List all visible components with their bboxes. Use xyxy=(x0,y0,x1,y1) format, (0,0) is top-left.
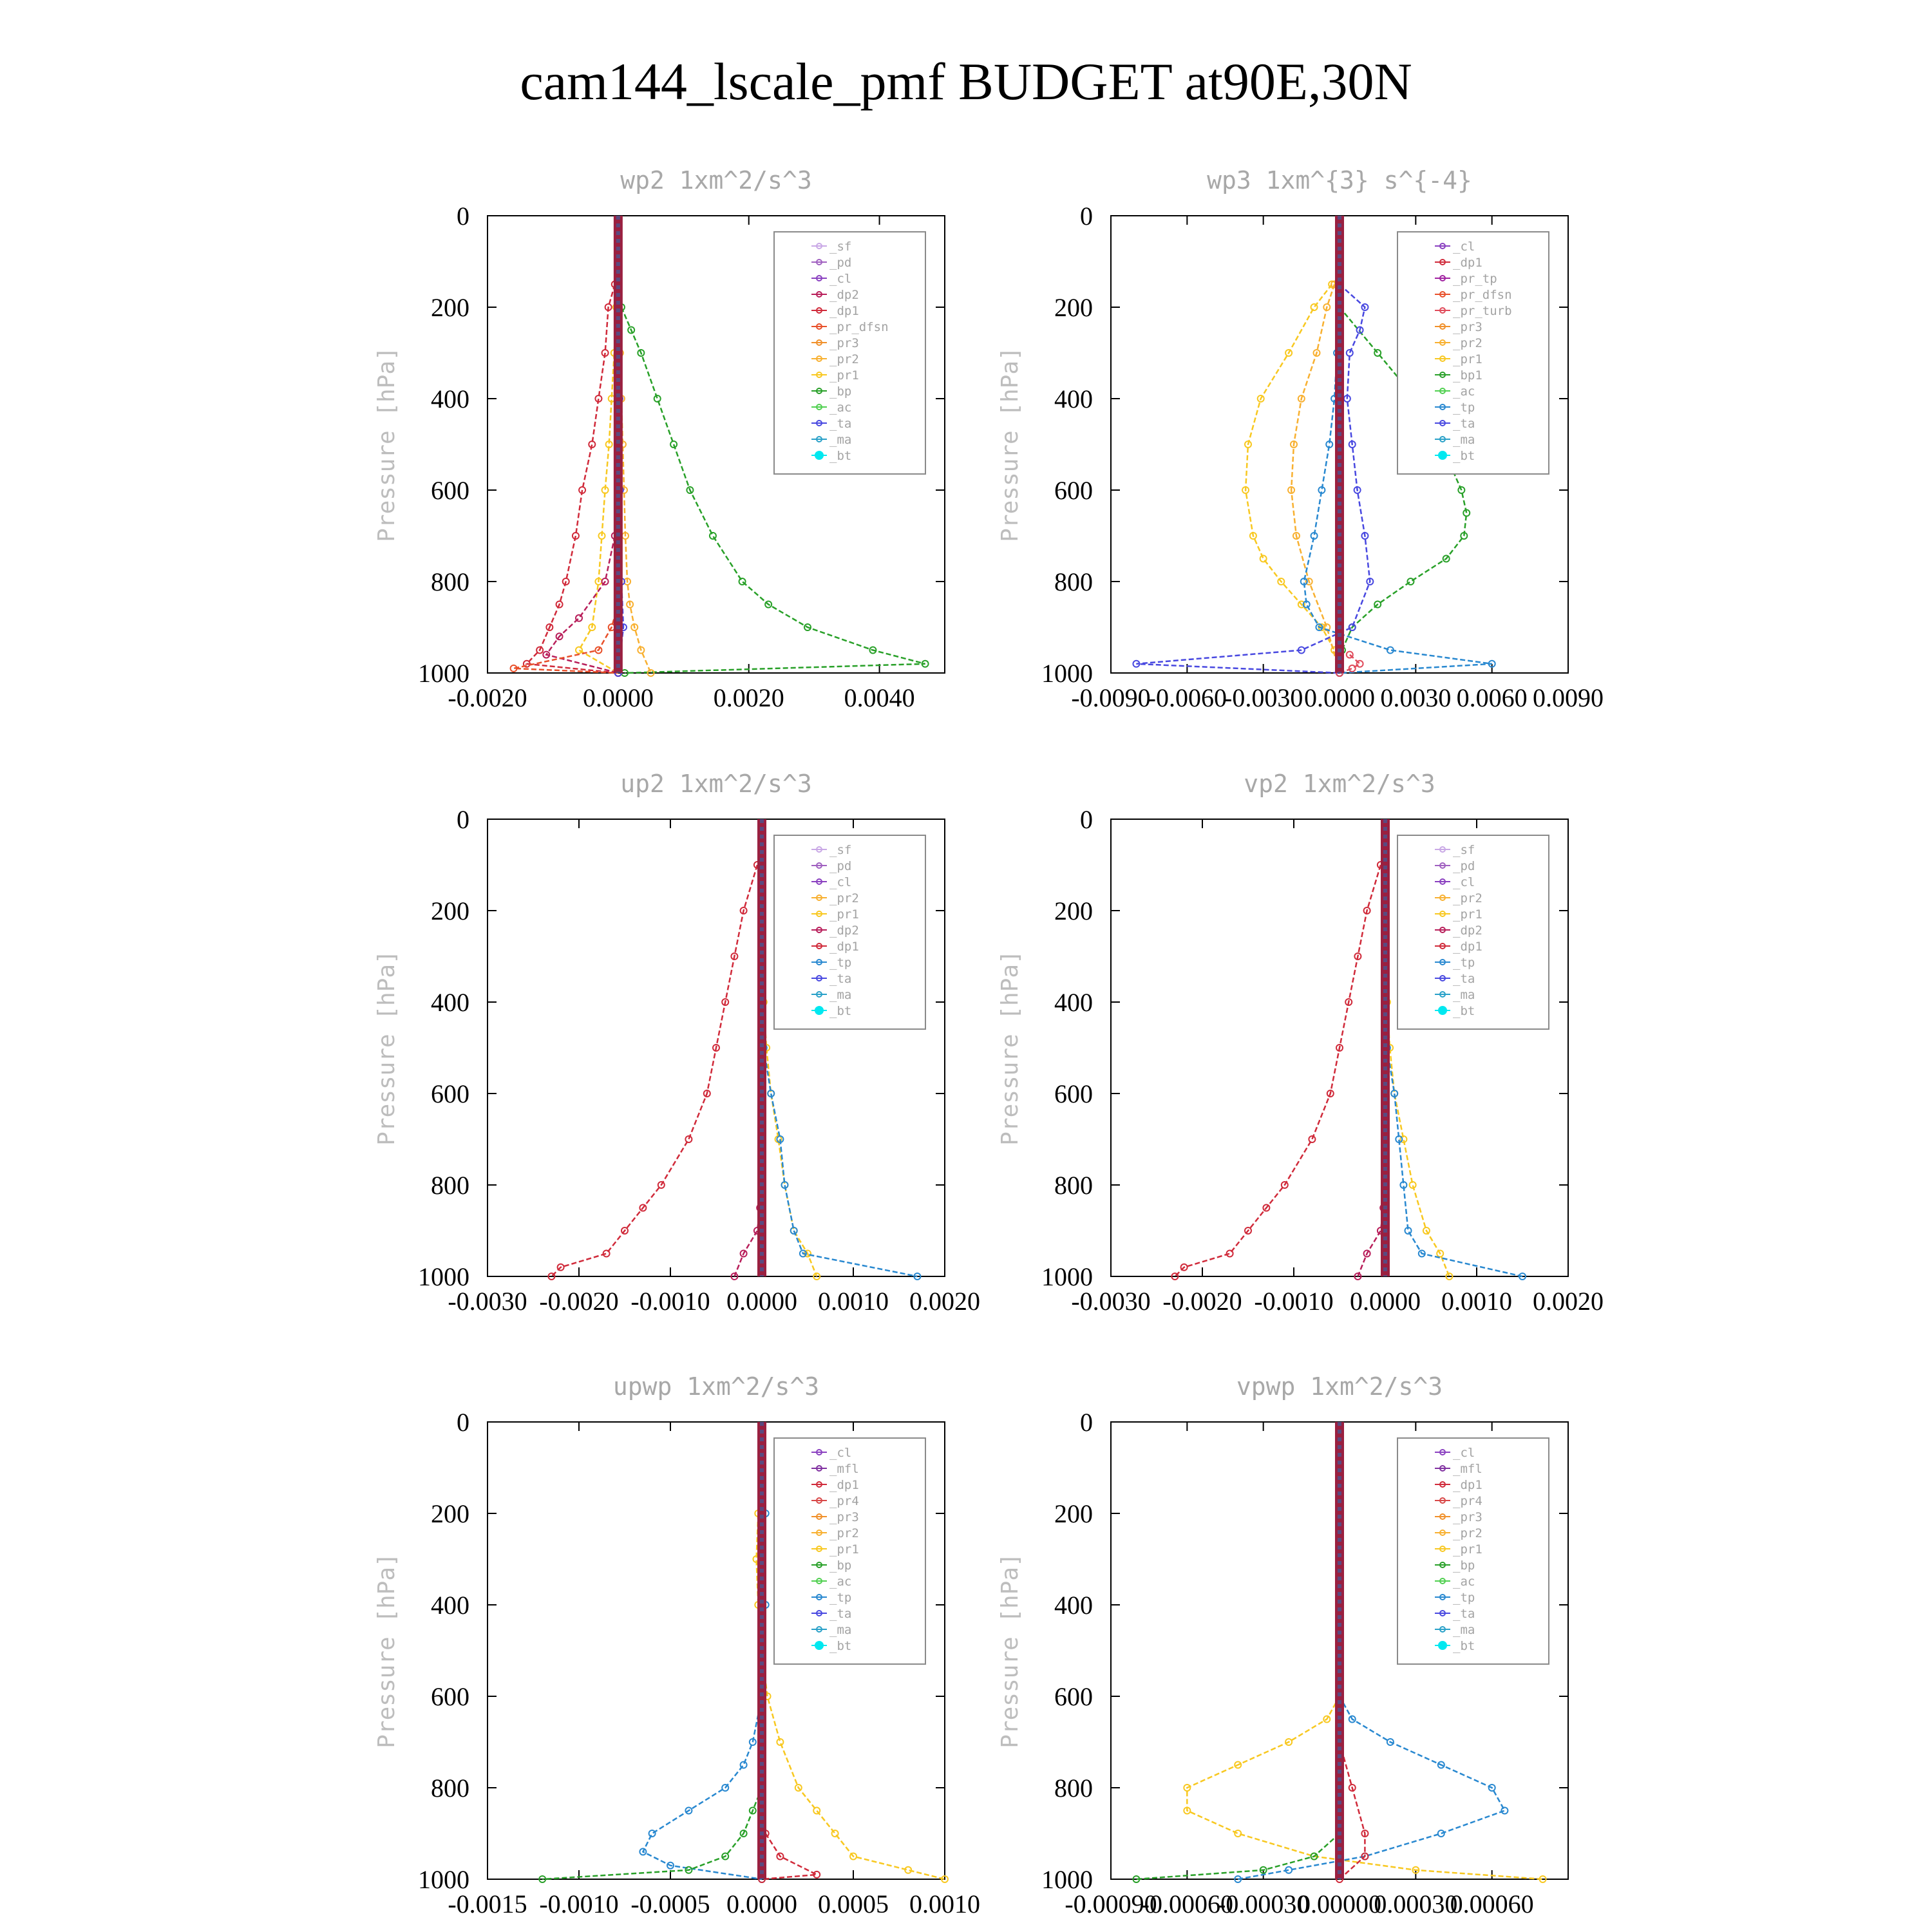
x-tick-label: 0.0060 xyxy=(1456,683,1528,712)
y-tick-label: 600 xyxy=(1054,1682,1093,1711)
series-line-up2-tp xyxy=(764,1048,918,1276)
x-tick-label: -0.0010 xyxy=(539,1889,619,1918)
legend-label: _ma xyxy=(1453,433,1475,447)
legend-marker xyxy=(815,451,823,459)
series-line-upwp-dp1 xyxy=(762,1833,817,1879)
data-point xyxy=(649,1830,656,1837)
x-tick-label: 0.0030 xyxy=(1380,683,1452,712)
data-point xyxy=(739,578,746,585)
legend-label: _bt xyxy=(1453,1004,1475,1018)
legend-label: _cl xyxy=(829,272,852,286)
series-line-vp2-dp1 xyxy=(1175,865,1380,1276)
series-line-wp2-dp1 xyxy=(527,285,618,674)
x-tick-label: -0.0010 xyxy=(630,1287,710,1316)
x-tick-label: 0.0090 xyxy=(1533,683,1604,712)
x-tick-label: -0.0060 xyxy=(1147,683,1227,712)
legend-label: _ta xyxy=(1453,417,1475,431)
y-tick-label: 200 xyxy=(1054,1499,1093,1528)
panel-upwp xyxy=(374,1372,980,1918)
legend-label: _bp1 xyxy=(1453,368,1482,383)
legend-label: _pr_dfsn xyxy=(1453,288,1512,302)
x-tick-label: 0.0000 xyxy=(582,683,654,712)
legend-label: _bt xyxy=(829,1004,852,1018)
panel-vpwp xyxy=(997,1372,1568,1918)
legend-label: _pr2 xyxy=(829,352,859,366)
data-point xyxy=(1309,1136,1315,1142)
y-tick-label: 1000 xyxy=(1041,1865,1093,1894)
data-point xyxy=(1347,652,1353,658)
y-tick-label: 400 xyxy=(431,384,469,413)
legend-label: _bp xyxy=(829,1558,852,1573)
legend-label: _ta xyxy=(1453,1607,1475,1621)
data-point xyxy=(576,647,582,654)
legend-label: _ma xyxy=(829,988,852,1002)
legend-label: _ac xyxy=(829,401,852,415)
x-tick-label: -0.0020 xyxy=(1162,1287,1242,1316)
legend-label: _dp1 xyxy=(829,304,859,318)
legend-label: _pr2 xyxy=(829,1526,859,1540)
data-point xyxy=(1260,556,1267,562)
legend-label: _bt xyxy=(829,449,852,463)
y-axis-label: Pressure [hPa] xyxy=(374,950,400,1146)
series-line-up2-pr1 xyxy=(764,1002,817,1276)
legend-label: _bt xyxy=(829,1639,852,1653)
x-tick-label: -0.0030 xyxy=(448,1287,527,1316)
y-tick-label: 200 xyxy=(1054,293,1093,322)
legend-label: _ma xyxy=(829,1623,852,1637)
y-tick-label: 400 xyxy=(1054,384,1093,413)
legend-label: _pd xyxy=(829,256,852,270)
legend-label: _pr2 xyxy=(1453,1526,1482,1540)
figure-title: cam144_lscale_pmf BUDGET at90E,30N xyxy=(520,52,1412,111)
legend-label: _ma xyxy=(1453,1623,1475,1637)
y-tick-label: 0 xyxy=(457,202,469,231)
y-tick-label: 0 xyxy=(457,1408,469,1437)
y-tick-label: 800 xyxy=(1054,1774,1093,1803)
x-tick-label: 0.0020 xyxy=(1533,1287,1604,1316)
legend-marker xyxy=(1439,1642,1446,1649)
y-tick-label: 600 xyxy=(1054,1079,1093,1108)
series-line-wp3-pr2 xyxy=(1291,285,1340,674)
legend-label: _ac xyxy=(1453,1575,1475,1589)
y-axis-label: Pressure [hPa] xyxy=(997,346,1023,542)
x-tick-label: -0.0090 xyxy=(1071,683,1151,712)
series-line-up2-dp2 xyxy=(734,1208,760,1277)
y-tick-label: 800 xyxy=(431,567,469,596)
y-tick-label: 400 xyxy=(1054,988,1093,1017)
legend-label: _bp xyxy=(1453,1558,1475,1573)
x-tick-label: -0.0030 xyxy=(1071,1287,1151,1316)
series-line-vp2-tp xyxy=(1387,1048,1522,1276)
y-tick-label: 400 xyxy=(431,988,469,1017)
y-axis-label: Pressure [hPa] xyxy=(997,1553,1023,1748)
y-tick-label: 0 xyxy=(1080,202,1093,231)
legend-label: _dp1 xyxy=(1453,1478,1482,1492)
y-tick-label: 600 xyxy=(431,476,469,505)
y-tick-label: 200 xyxy=(431,896,469,925)
data-point xyxy=(1357,661,1363,667)
legend-label: _tp xyxy=(829,1591,852,1605)
data-point xyxy=(1407,578,1414,585)
data-point xyxy=(832,1830,838,1837)
x-tick-label: 0.00060 xyxy=(1450,1889,1534,1918)
y-tick-label: 800 xyxy=(1054,567,1093,596)
legend-label: _cl xyxy=(1453,875,1475,889)
x-tick-label: -0.0030 xyxy=(1224,683,1303,712)
x-tick-label: -0.00030 xyxy=(1217,1889,1310,1918)
data-point xyxy=(1374,350,1381,356)
x-tick-label: 0.0040 xyxy=(844,683,915,712)
x-tick-label: 0.00000 xyxy=(1298,1889,1381,1918)
panel-title: wp3 1xm^{3} s^{-4} xyxy=(1207,166,1472,194)
panel-title: wp2 1xm^2/s^3 xyxy=(620,166,812,194)
legend-label: _ta xyxy=(1453,972,1475,986)
legend-label: _pr3 xyxy=(1453,1510,1482,1524)
x-tick-label: 0.0010 xyxy=(1441,1287,1512,1316)
legend-marker xyxy=(815,1642,823,1649)
legend-label: _mfl xyxy=(829,1462,859,1476)
legend-label: _pr1 xyxy=(829,907,859,922)
legend-label: _ma xyxy=(1453,988,1475,1002)
y-tick-label: 1000 xyxy=(1041,659,1093,688)
legend-label: _pr_tp xyxy=(1453,272,1497,286)
y-tick-label: 800 xyxy=(1054,1171,1093,1200)
panel-title: vp2 1xm^2/s^3 xyxy=(1244,770,1435,798)
legend-label: _bt xyxy=(1453,449,1475,463)
legend-label: _ac xyxy=(1453,384,1475,399)
legend-label: _pr1 xyxy=(1453,352,1482,366)
y-tick-label: 1000 xyxy=(1041,1262,1093,1291)
x-tick-label: 0.0005 xyxy=(818,1889,889,1918)
y-tick-label: 400 xyxy=(431,1591,469,1620)
legend-label: _dp2 xyxy=(829,923,859,938)
panel-title: up2 1xm^2/s^3 xyxy=(620,770,812,798)
series-line-vpwp-tp xyxy=(1238,1696,1504,1879)
y-tick-label: 200 xyxy=(1054,896,1093,925)
data-point xyxy=(741,1762,747,1768)
x-tick-label: 0.0020 xyxy=(713,683,784,712)
legend-label: _sf xyxy=(829,240,852,254)
series-line-wp3-ta xyxy=(1136,285,1370,674)
legend-label: _dp2 xyxy=(1453,923,1482,938)
x-tick-label: 0.00030 xyxy=(1374,1889,1458,1918)
y-tick-label: 600 xyxy=(431,1079,469,1108)
legend-label: _sf xyxy=(1453,843,1475,857)
legend-label: _pr1 xyxy=(829,368,859,383)
panel-title: vpwp 1xm^2/s^3 xyxy=(1236,1372,1443,1401)
x-tick-label: -0.0010 xyxy=(1254,1287,1334,1316)
x-tick-label: -0.0005 xyxy=(630,1889,710,1918)
legend-label: _pr4 xyxy=(1453,1494,1482,1508)
x-tick-label: -0.00090 xyxy=(1065,1889,1157,1918)
legend-label: _pd xyxy=(829,859,852,873)
y-tick-label: 1000 xyxy=(418,1865,469,1894)
data-point xyxy=(576,615,582,621)
legend-label: _ac xyxy=(829,1575,852,1589)
series-line-vpwp-bp xyxy=(1136,1833,1340,1879)
y-axis-label: Pressure [hPa] xyxy=(374,1553,400,1748)
y-axis-label: Pressure [hPa] xyxy=(997,950,1023,1146)
legend-label: _tp xyxy=(1453,1591,1475,1605)
series-line-vp2-dp2 xyxy=(1358,1208,1383,1277)
legend-marker xyxy=(1439,451,1446,459)
x-tick-label: 0.0000 xyxy=(726,1889,797,1918)
legend-label: _bp xyxy=(829,384,852,399)
x-tick-label: -0.0020 xyxy=(539,1287,619,1316)
legend-label: _pr2 xyxy=(829,891,859,905)
legend-label: _cl xyxy=(829,875,852,889)
series-line-upwp-tp xyxy=(643,1468,765,1879)
legend-label: _dp1 xyxy=(829,940,859,954)
x-tick-label: -0.00060 xyxy=(1141,1889,1233,1918)
legend-label: _dp1 xyxy=(1453,256,1482,270)
x-tick-label: 0.0010 xyxy=(909,1889,980,1918)
data-point xyxy=(1311,304,1318,310)
legend-label: _tp xyxy=(829,956,852,970)
legend-label: _tp xyxy=(1453,401,1475,415)
legend-label: _mfl xyxy=(1453,1462,1482,1476)
panel-title: upwp 1xm^2/s^3 xyxy=(612,1372,820,1401)
panel-up2 xyxy=(374,770,980,1316)
series-line-up2-dp1 xyxy=(551,865,757,1276)
legend-label: _cl xyxy=(1453,1446,1475,1460)
x-tick-label: 0.0020 xyxy=(909,1287,980,1316)
legend-label: _pr_turb xyxy=(1453,304,1512,318)
legend-label: _pr3 xyxy=(829,336,859,350)
y-tick-label: 1000 xyxy=(418,1262,469,1291)
legend-label: _pd xyxy=(1453,859,1475,873)
y-tick-label: 0 xyxy=(1080,805,1093,834)
y-tick-label: 0 xyxy=(457,805,469,834)
legend-label: _dp1 xyxy=(1453,940,1482,954)
x-tick-label: -0.0020 xyxy=(448,683,527,712)
panel-wp2 xyxy=(374,166,945,712)
series-line-wp3-pr1 xyxy=(1245,285,1340,674)
legend-label: _pr1 xyxy=(1453,1542,1482,1557)
legend-marker xyxy=(1439,1007,1446,1014)
y-tick-label: 200 xyxy=(431,293,469,322)
x-tick-label: 0.0000 xyxy=(1304,683,1375,712)
legend-label: _bt xyxy=(1453,1639,1475,1653)
legend-label: _ta xyxy=(829,1607,852,1621)
legend-label: _pr1 xyxy=(1453,907,1482,922)
data-point xyxy=(685,1136,692,1142)
y-tick-label: 0 xyxy=(1080,1408,1093,1437)
legend-label: _pr1 xyxy=(829,1542,859,1557)
x-tick-label: 0.0000 xyxy=(1350,1287,1421,1316)
legend-label: _pr3 xyxy=(1453,320,1482,334)
y-tick-label: 200 xyxy=(431,1499,469,1528)
y-tick-label: 600 xyxy=(431,1682,469,1711)
panel-wp3 xyxy=(997,166,1604,712)
panel-vp2 xyxy=(997,770,1604,1316)
legend-label: _pr2 xyxy=(1453,336,1482,350)
y-tick-label: 600 xyxy=(1054,476,1093,505)
legend-label: _cl xyxy=(829,1446,852,1460)
series-line-upwp-bp xyxy=(542,1788,762,1879)
data-point xyxy=(710,533,716,539)
legend-marker xyxy=(815,1007,823,1014)
legend-label: _tp xyxy=(1453,956,1475,970)
legend-label: _ta xyxy=(829,972,852,986)
legend-label: _dp1 xyxy=(829,1478,859,1492)
x-tick-label: 0.0000 xyxy=(726,1287,797,1316)
y-tick-label: 1000 xyxy=(418,659,469,688)
legend-label: _ma xyxy=(829,433,852,447)
legend-label: _pr2 xyxy=(1453,891,1482,905)
legend-label: _cl xyxy=(1453,240,1475,254)
data-point xyxy=(1347,350,1353,356)
x-tick-label: -0.0015 xyxy=(448,1889,527,1918)
legend-label: _sf xyxy=(829,843,852,857)
y-axis-label: Pressure [hPa] xyxy=(374,346,400,542)
legend-label: _pr_dfsn xyxy=(829,320,889,334)
legend-label: _ta xyxy=(829,417,852,431)
y-tick-label: 400 xyxy=(1054,1591,1093,1620)
data-point xyxy=(813,1808,820,1814)
legend-label: _dp2 xyxy=(829,288,859,302)
x-tick-label: 0.0010 xyxy=(818,1287,889,1316)
y-tick-label: 800 xyxy=(431,1171,469,1200)
legend-label: _pr3 xyxy=(829,1510,859,1524)
legend-label: _pr4 xyxy=(829,1494,859,1508)
y-tick-label: 800 xyxy=(431,1774,469,1803)
